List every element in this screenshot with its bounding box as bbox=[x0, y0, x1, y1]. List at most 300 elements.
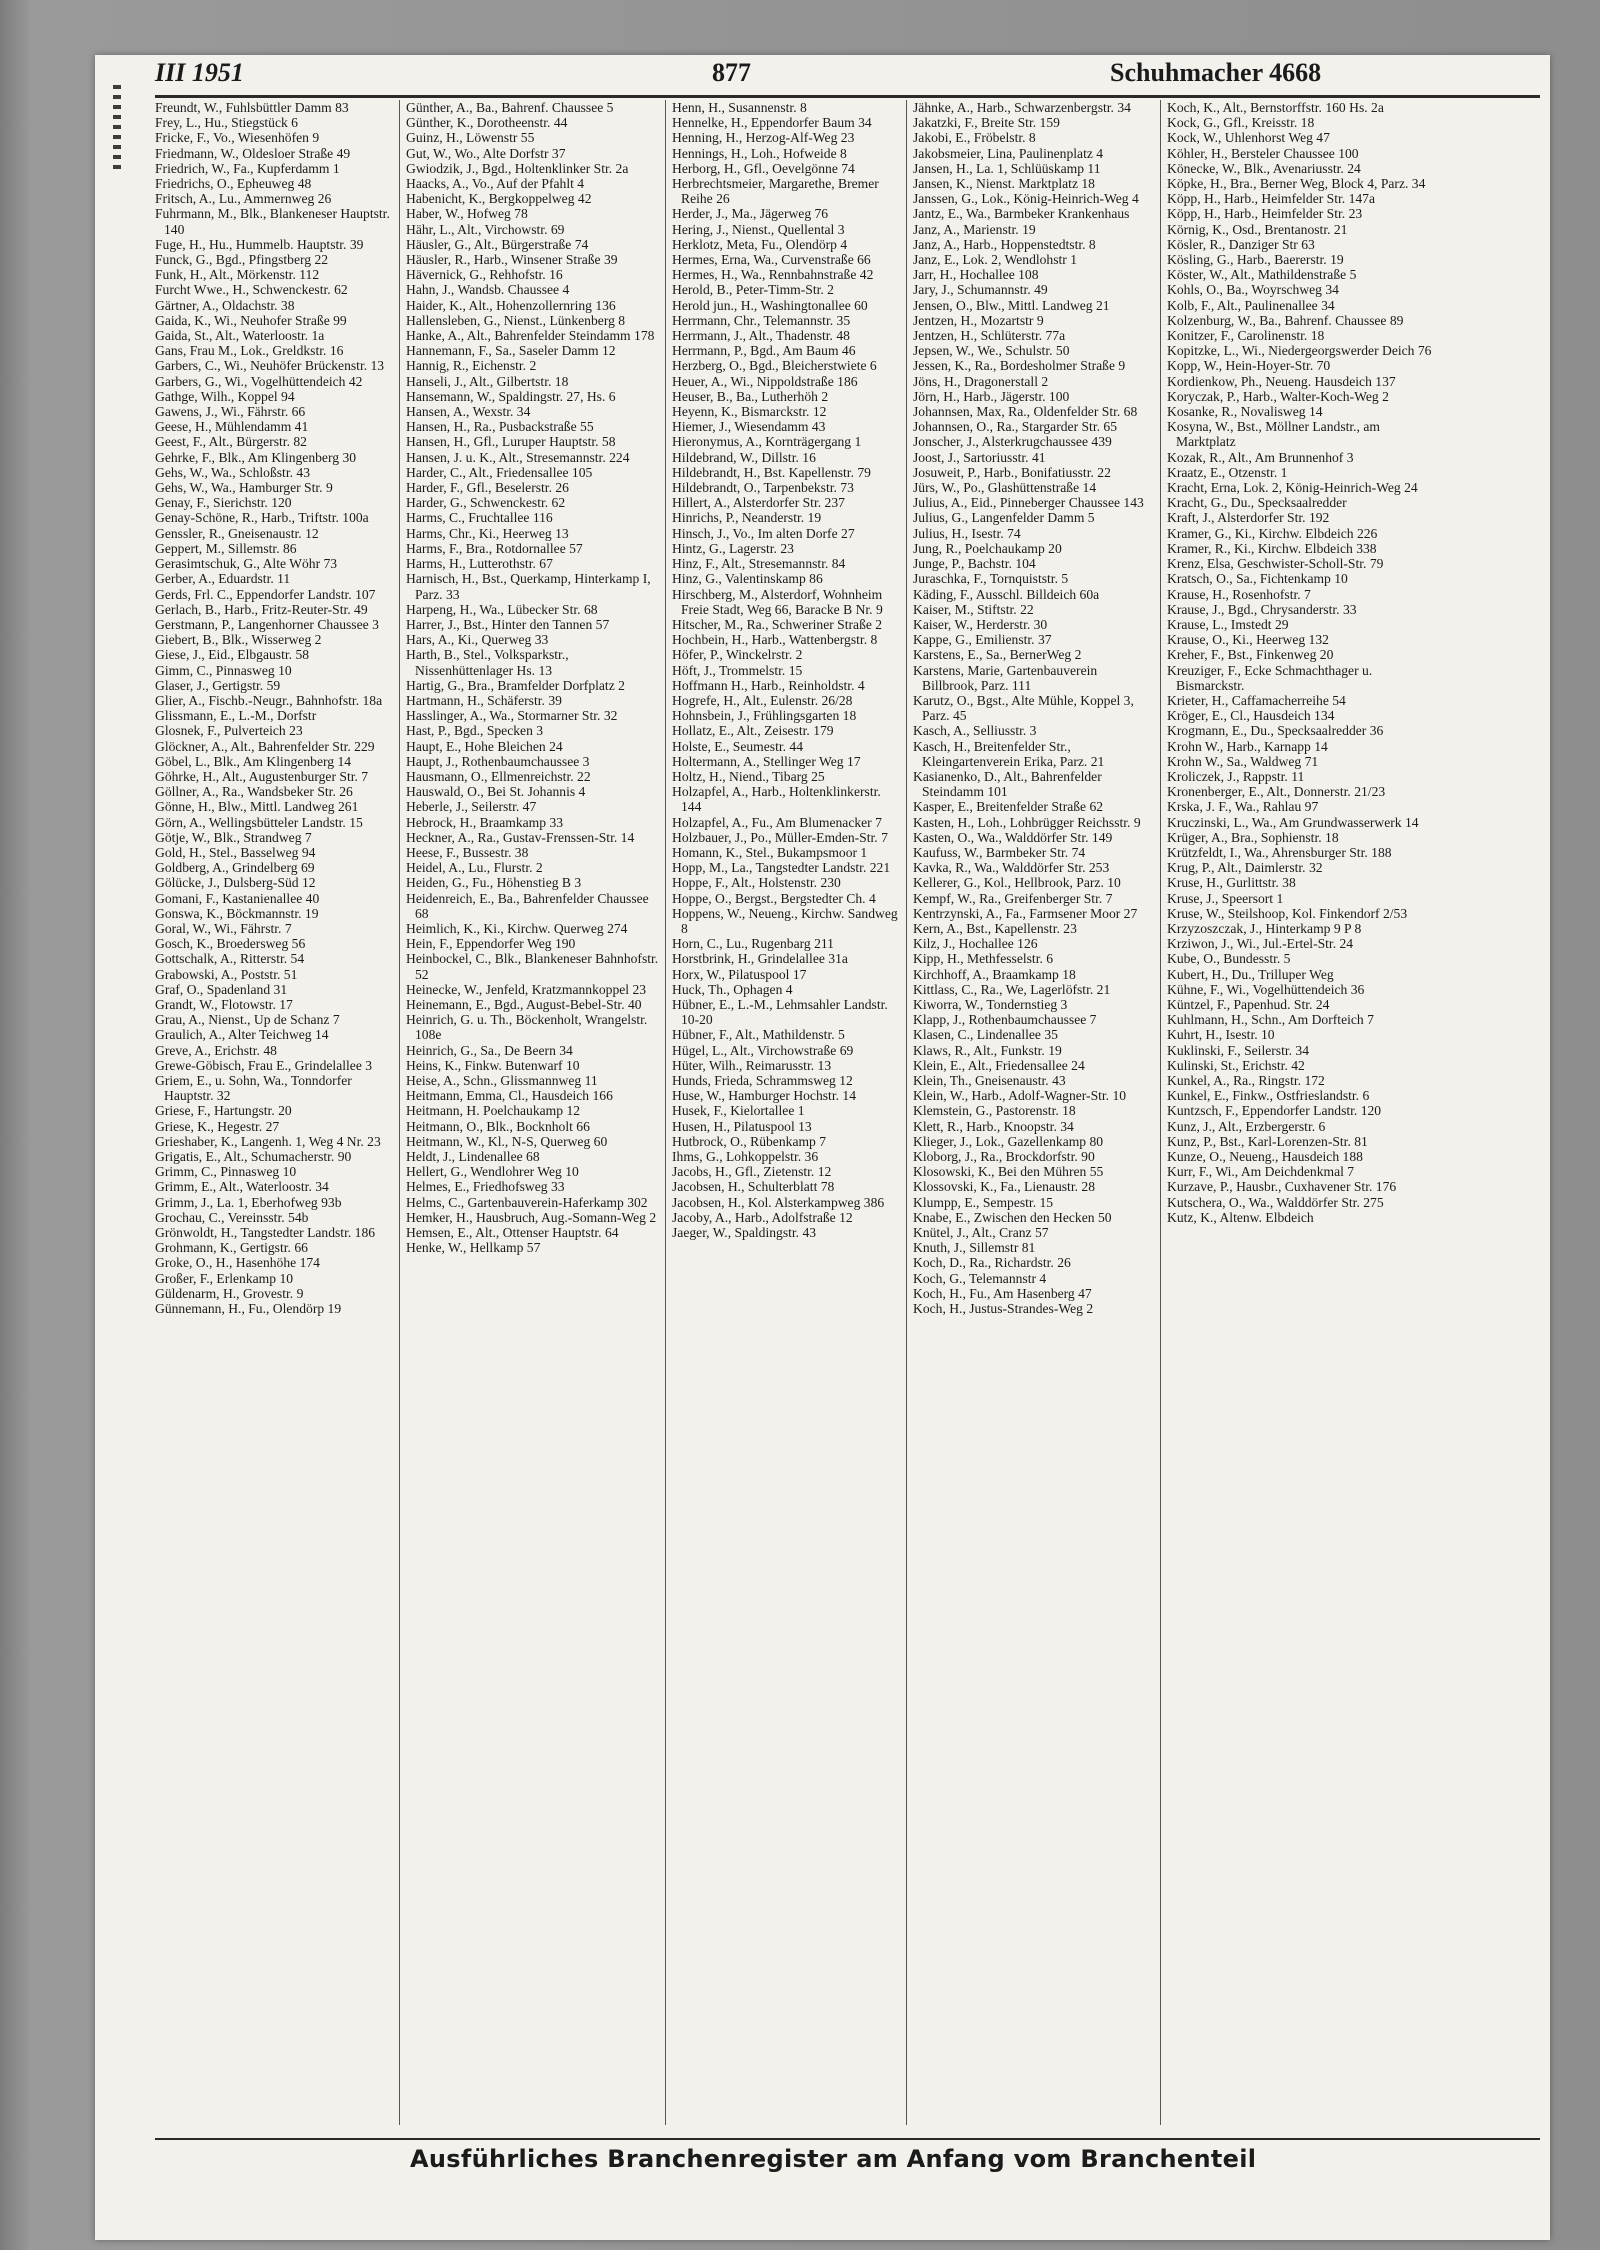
directory-entry: Kuklinski, F., Seilerstr. 34 bbox=[1167, 1042, 1310, 1058]
directory-entry: Hochbein, H., Harb., Wattenbergstr. 8 bbox=[672, 632, 878, 648]
directory-entry: Kurzave, P., Hausbr., Cuxhavener Str. 176 bbox=[1167, 1179, 1397, 1195]
directory-entry: Herder, J., Ma., Jägerweg 76 bbox=[672, 206, 829, 222]
directory-entry: Krziwon, J., Wi., Jul.-Ertel-Str. 24 bbox=[1167, 936, 1354, 952]
directory-entry: Gerds, Frl. C., Eppendorfer Landstr. 107 bbox=[155, 586, 376, 602]
directory-entry: Gärtner, A., Oldachstr. 38 bbox=[155, 297, 295, 313]
directory-entry: Hoppens, W., Neueng., Kirchw. Sandweg 8 bbox=[672, 905, 898, 936]
directory-entry: Hemsen, E., Alt., Ottenser Hauptstr. 64 bbox=[406, 1225, 619, 1241]
directory-entry: Koryczak, P., Harb., Walter-Koch-Weg 2 bbox=[1167, 388, 1389, 404]
directory-entry: Hebrock, H., Braamkamp 33 bbox=[406, 814, 564, 830]
directory-entry: Funck, G., Bgd., Pfingstberg 22 bbox=[155, 252, 329, 268]
directory-entry: Grohmann, K., Gertigstr. 66 bbox=[155, 1240, 308, 1256]
directory-entry: Graulich, A., Alter Teichweg 14 bbox=[155, 1027, 329, 1043]
directory-entry: Kempf, W., Ra., Greifenberger Str. 7 bbox=[913, 890, 1113, 906]
directory-entry: Hintz, G., Lagerstr. 23 bbox=[672, 540, 794, 556]
directory-entry: Hahn, J., Wandsb. Chaussee 4 bbox=[406, 282, 570, 298]
directory-entry: Glissmann, E., L.-M., Dorfstr bbox=[155, 708, 317, 724]
directory-entry: Giebert, B., Blk., Wisserweg 2 bbox=[155, 632, 322, 648]
header-keyword: Schuhmacher 4668 bbox=[1110, 58, 1322, 87]
directory-entry: Holtz, H., Niend., Tibarg 25 bbox=[672, 768, 825, 784]
directory-entry: Koch, D., Ra., Richardstr. 26 bbox=[913, 1255, 1071, 1271]
directory-entry: Gerstmann, P., Langenhorner Chaussee 3 bbox=[155, 616, 379, 632]
directory-entry: Grandt, W., Flotowstr. 17 bbox=[155, 996, 293, 1012]
directory-entry: Hartig, G., Bra., Bramfelder Dorfplatz 2 bbox=[406, 677, 625, 693]
directory-entry: Kuntzsch, F., Eppendorfer Landstr. 120 bbox=[1167, 1103, 1382, 1119]
directory-entry: Holzbauer, J., Po., Müller-Emden-Str. 7 bbox=[672, 829, 888, 845]
directory-entry: Harms, H., Lutterothstr. 67 bbox=[406, 556, 553, 572]
page-number: 877 bbox=[712, 58, 751, 87]
directory-entry: Kruse, H., Gurlittstr. 38 bbox=[1167, 875, 1296, 891]
directory-entry: Heinecke, W., Jenfeld, Kratzmannkoppel 23 bbox=[406, 981, 647, 997]
directory-entry: Hävernick, G., Rehhofstr. 16 bbox=[406, 267, 563, 283]
directory-entry: Klemstein, G., Pastorenstr. 18 bbox=[913, 1103, 1076, 1119]
directory-entry: Graf, O., Spadenland 31 bbox=[155, 981, 288, 997]
directory-entry: Husen, H., Pilatuspool 13 bbox=[672, 1118, 812, 1134]
directory-entry: Kasianenko, D., Alt., Bahrenfelder Steindamm 101 bbox=[913, 768, 1102, 800]
directory-entry: Hering, J., Nienst., Quellental 3 bbox=[672, 221, 845, 237]
directory-entry: Kasten, O., Wa., Walddörfer Str. 149 bbox=[913, 829, 1113, 845]
column-1 bbox=[155, 100, 399, 2125]
directory-entry: Garbers, C., Wi., Neuhöfer Brückenstr. 13 bbox=[155, 358, 385, 374]
directory-entry: Heitmann, W., Kl., N-S, Querweg 60 bbox=[406, 1133, 608, 1149]
directory-entry: Kunkel, A., Ra., Ringstr. 172 bbox=[1167, 1073, 1325, 1088]
directory-entry: Gans, Frau M., Lok., Greldkstr. 16 bbox=[155, 343, 344, 359]
directory-entry: Gehs, W., Wa., Schloßstr. 43 bbox=[155, 464, 310, 480]
directory-entry: Hansemann, W., Spaldingstr. 27, Hs. 6 bbox=[406, 388, 616, 404]
directory-entry: Giese, J., Eid., Elbgaustr. 58 bbox=[155, 647, 310, 663]
directory-entry: Jöns, H., Dragonerstall 2 bbox=[913, 373, 1049, 389]
directory-entry: Heldt, J., Lindenallee 68 bbox=[406, 1149, 540, 1165]
directory-entry: Krause, J., Bgd., Chrysanderstr. 33 bbox=[1167, 601, 1357, 617]
directory-entry: Hansen, J. u. K., Alt., Stresemannstr. 224 bbox=[406, 449, 630, 465]
directory-entry: Käding, F., Ausschl. Billdeich 60a bbox=[913, 586, 1100, 602]
directory-entry: Kohls, O., Ba., Woyrschweg 34 bbox=[1167, 282, 1339, 298]
directory-entry: Hieronymus, A., Kornträgergang 1 bbox=[672, 434, 862, 450]
directory-entry: Huse, W., Hamburger Hochstr. 14 bbox=[672, 1088, 856, 1104]
directory-entry: Kruczinski, L., Wa., Am Grundwasserwerk 14 bbox=[1167, 814, 1419, 830]
directory-entry: Kolzenburg, W., Ba., Bahrenf. Chaussee 89 bbox=[1167, 312, 1404, 328]
directory-entry: Janssen, G., Lok., König-Heinrich-Weg 4 bbox=[913, 191, 1139, 207]
directory-entry: Hanseli, J., Alt., Gilbertstr. 18 bbox=[406, 373, 569, 389]
directory-entry: Knuth, J., Sillemstr 81 bbox=[913, 1240, 1036, 1256]
directory-entry: Götje, W., Blk., Strandweg 7 bbox=[155, 829, 312, 845]
directory-entry: Hansen, H., Gfl., Luruper Hauptstr. 58 bbox=[406, 434, 616, 450]
directory-entry: Hansen, H., Ra., Pusbackstraße 55 bbox=[406, 419, 594, 435]
directory-entry: Geppert, M., Sillemstr. 86 bbox=[155, 540, 297, 556]
directory-entry: Höfer, P., Winckelrstr. 2 bbox=[672, 647, 803, 663]
directory-entry: Kozak, R., Alt., Am Brunnenhof 3 bbox=[1167, 449, 1354, 465]
directory-entry: Köhler, H., Bersteler Chaussee 100 bbox=[1167, 145, 1359, 161]
directory-entry: Gathge, Wilh., Koppel 94 bbox=[155, 388, 295, 404]
directory-entry: Jung, R., Poelchaukamp 20 bbox=[913, 540, 1062, 556]
directory-entry: Furcht Wwe., H., Schwenckestr. 62 bbox=[155, 282, 348, 298]
directory-entry: Höft, J., Trommelstr. 15 bbox=[672, 662, 803, 678]
directory-entry: Helms, C., Gartenbauverein-Haferkamp 302 bbox=[406, 1194, 648, 1210]
directory-entry: Haupt, E., Hohe Bleichen 24 bbox=[406, 738, 563, 754]
directory-entry: Heyenn, K., Bismarckstr. 12 bbox=[672, 404, 827, 420]
directory-entry: Jensen, O., Blw., Mittl. Landweg 21 bbox=[913, 297, 1110, 313]
directory-entry: Hermes, H., Wa., Rennbahnstraße 42 bbox=[672, 267, 874, 283]
directory-entry: Jakobsmeier, Lina, Paulinenplatz 4 bbox=[913, 145, 1104, 161]
directory-entry: Klossovski, K., Fa., Lienaustr. 28 bbox=[913, 1179, 1096, 1195]
directory-entry: Karutz, O., Bgst., Alte Mühle, Koppel 3, Parz. 45 bbox=[913, 692, 1134, 724]
directory-entry: Jähnke, A., Harb., Schwarzenbergstr. 34 bbox=[913, 100, 1131, 115]
directory-entry: Krug, P., Alt., Daimlerstr. 32 bbox=[1167, 860, 1323, 876]
directory-entry: Klieger, J., Lok., Gazellenkamp 80 bbox=[913, 1133, 1104, 1149]
directory-entry: Harpeng, H., Wa., Lübecker Str. 68 bbox=[406, 601, 598, 617]
directory-entry: Gomani, F., Kastanienallee 40 bbox=[155, 890, 320, 906]
directory-entry: Kolb, F., Alt., Paulinenallee 34 bbox=[1167, 297, 1335, 313]
directory-entry: Griese, K., Hegestr. 27 bbox=[155, 1118, 280, 1134]
directory-entry: Hunds, Frieda, Schrammsweg 12 bbox=[672, 1073, 853, 1088]
directory-entry: Görn, A., Wellingsbütteler Landstr. 15 bbox=[155, 814, 363, 830]
directory-entry: Jentzen, H., Schlüterstr. 77a bbox=[913, 328, 1066, 344]
directory-entry: Kulinski, St., Erichstr. 42 bbox=[1167, 1057, 1305, 1073]
directory-entry: Goral, W., Wi., Fährstr. 7 bbox=[155, 920, 292, 936]
directory-entry: Friedmann, W., Oldesloer Straße 49 bbox=[155, 145, 351, 161]
directory-entry: Grochau, C., Vereinsstr. 54b bbox=[155, 1209, 309, 1225]
directory-entry: Kunze, O., Neueng., Hausdeich 188 bbox=[1167, 1149, 1363, 1165]
directory-entry: Kühne, F., Wi., Vogelhüttendeich 36 bbox=[1167, 981, 1365, 997]
directory-entry: Gaida, St., Alt., Waterloostr. 1a bbox=[155, 328, 325, 344]
directory-entry: Griese, F., Hartungstr. 20 bbox=[155, 1103, 292, 1119]
directory-entry: Fritsch, A., Lu., Ammernweg 26 bbox=[155, 191, 332, 207]
directory-entry: Herold jun., H., Washingtonallee 60 bbox=[672, 297, 868, 313]
directory-entry: Hars, A., Ki., Querweg 33 bbox=[406, 632, 549, 648]
directory-entry: Jörn, H., Harb., Jägerstr. 100 bbox=[913, 388, 1070, 404]
directory-entry: Grewe-Göbisch, Frau E., Grindelallee 3 bbox=[155, 1057, 373, 1073]
directory-entry: Kraft, J., Alsterdorfer Str. 192 bbox=[1167, 510, 1330, 526]
directory-entry: Grönwoldt, H., Tangstedter Landstr. 186 bbox=[155, 1225, 376, 1241]
directory-entry: Hasslinger, A., Wa., Stormarner Str. 32 bbox=[406, 708, 618, 724]
directory-entry: Kuhlmann, H., Schn., Am Dorfteich 7 bbox=[1167, 1012, 1374, 1028]
directory-entry: Herrmann, P., Bgd., Am Baum 46 bbox=[672, 343, 856, 359]
directory-entry: Henke, W., Hellkamp 57 bbox=[406, 1240, 541, 1256]
directory-entry: Genay, F., Sierichstr. 120 bbox=[155, 495, 292, 511]
directory-entry: Heberle, J., Seilerstr. 47 bbox=[406, 799, 537, 815]
directory-entry: Kloborg, J., Ra., Brockdorfstr. 90 bbox=[913, 1149, 1095, 1165]
directory-entry: Kracht, G., Du., Specksaalredder bbox=[1167, 495, 1347, 511]
directory-entry: Johannsen, Max, Ra., Oldenfelder Str. 68 bbox=[913, 404, 1138, 420]
directory-entry: Greve, A., Erichstr. 48 bbox=[155, 1042, 277, 1058]
directory-entry: Klein, Th., Gneisenaustr. 43 bbox=[913, 1073, 1066, 1088]
directory-entry: Kordienkow, Ph., Neueng. Hausdeich 137 bbox=[1167, 373, 1396, 389]
directory-entry: Köpke, H., Bra., Berner Weg, Block 4, Parz. 34 bbox=[1167, 176, 1426, 192]
directory-entry: Haber, W., Hofweg 78 bbox=[406, 206, 528, 222]
directory-entry: Garbers, G., Wi., Vogelhüttendeich 42 bbox=[155, 373, 363, 389]
directory-entry: Hoffmann H., Harb., Reinholdstr. 4 bbox=[672, 677, 865, 693]
directory-entry: Hügel, L., Alt., Virchowstraße 69 bbox=[672, 1042, 854, 1058]
directory-entry: Kramer, G., Ki., Kirchw. Elbdeich 226 bbox=[1167, 525, 1378, 541]
directory-entry: Heiden, G., Fu., Höhenstieg B 3 bbox=[406, 875, 582, 891]
directory-entry: Hogrefe, H., Alt., Eulenstr. 26/28 bbox=[672, 692, 853, 708]
directory-entry: Holzapfel, A., Fu., Am Blumenacker 7 bbox=[672, 814, 882, 830]
directory-entry: Heuser, B., Ba., Lutherhöh 2 bbox=[672, 388, 829, 404]
directory-entry: Gonswa, K., Böckmannstr. 19 bbox=[155, 905, 319, 921]
directory-entry: Guinz, H., Löwenstr 55 bbox=[406, 130, 535, 146]
directory-entry: Klein, E., Alt., Friedensallee 24 bbox=[913, 1057, 1085, 1073]
directory-entry: Friedrichs, O., Epheuweg 48 bbox=[155, 176, 312, 192]
registration-marks bbox=[113, 85, 121, 175]
header-rule bbox=[155, 95, 1540, 98]
directory-entry: Homann, K., Stel., Bukampsmoor 1 bbox=[672, 844, 868, 860]
directory-entry: Grimm, J., La. 1, Eberhofweg 93b bbox=[155, 1194, 342, 1210]
directory-entry: Jürs, W., Po., Glashüttenstraße 14 bbox=[913, 480, 1097, 496]
directory-entry: Harder, F., Gfl., Beselerstr. 26 bbox=[406, 480, 569, 496]
directory-entry: Grigatis, E., Alt., Schumacherstr. 90 bbox=[155, 1149, 352, 1165]
directory-entry: Holste, E., Seumestr. 44 bbox=[672, 738, 804, 754]
directory-entry: Günnemann, H., Fu., Olendörp 19 bbox=[155, 1301, 342, 1317]
directory-entry: Heese, F., Bussestr. 38 bbox=[406, 844, 529, 860]
directory-entry: Herborg, H., Gfl., Oevelgönne 74 bbox=[672, 160, 855, 176]
directory-entry: Köpp, H., Harb., Heimfelder Str. 23 bbox=[1167, 206, 1363, 222]
directory-entry: Harms, C., Fruchtallee 116 bbox=[406, 510, 553, 526]
directory-entry: Kreher, F., Bst., Finkenweg 20 bbox=[1167, 647, 1334, 663]
directory-entry: Kilz, J., Hochallee 126 bbox=[913, 936, 1038, 952]
directory-entry: Kroliczek, J., Rappstr. 11 bbox=[1167, 768, 1305, 784]
directory-entry: Göbel, L., Blk., Am Klingenberg 14 bbox=[155, 753, 352, 769]
directory-entry: Gold, H., Stel., Basselweg 94 bbox=[155, 844, 316, 860]
directory-entry: Hüter, Wilh., Reimarusstr. 13 bbox=[672, 1057, 832, 1073]
directory-entry: Gawens, J., Wi., Fährstr. 66 bbox=[155, 404, 306, 420]
directory-entry: Genssler, R., Gneisenaustr. 12 bbox=[155, 525, 319, 541]
directory-entry: Jessen, K., Ra., Bordesholmer Straße 9 bbox=[913, 358, 1126, 374]
directory-entry: Herbrechtsmeier, Margarethe, Bremer Reihe 26 bbox=[672, 176, 879, 207]
directory-entry: Kruse, W., Steilshoop, Kol. Finkendorf 2/53 bbox=[1167, 905, 1408, 921]
directory-entry: Hein, F., Eppendorfer Weg 190 bbox=[406, 936, 576, 952]
directory-entry: Kubert, H., Du., Trilluper Weg bbox=[1167, 966, 1334, 982]
directory-entry: Kracht, Erna, Lok. 2, König-Heinrich-Weg 24 bbox=[1167, 480, 1418, 496]
directory-entry: Janz, A., Marienstr. 19 bbox=[913, 221, 1036, 237]
directory-entry: Hartmann, H., Schäferstr. 39 bbox=[406, 692, 562, 708]
directory-entry: Hirschberg, M., Alsterdorf, Wohnheim Freie Stadt, Weg 66, Baracke B Nr. 9 bbox=[672, 586, 883, 617]
directory-entry: Hennings, H., Loh., Hofweide 8 bbox=[672, 145, 847, 161]
directory-entry: Hannig, R., Eichenstr. 2 bbox=[406, 358, 537, 374]
directory-entry: Hauswald, O., Bei St. Johannis 4 bbox=[406, 784, 586, 800]
directory-entry: Horx, W., Pilatuspool 17 bbox=[672, 966, 807, 982]
directory-entry: Habenicht, K., Bergkoppelweg 42 bbox=[406, 191, 592, 207]
directory-entry: Jentzen, H., Mozartstr 9 bbox=[913, 312, 1044, 328]
directory-entry: Günther, K., Dorotheenstr. 44 bbox=[406, 115, 568, 131]
directory-entry: Harder, C., Alt., Friedensallee 105 bbox=[406, 464, 593, 480]
directory-entry: Hoppe, O., Bergst., Bergstedter Ch. 4 bbox=[672, 890, 876, 906]
directory-entry: Kutschera, O., Wa., Walddörfer Str. 275 bbox=[1167, 1194, 1384, 1210]
directory-entry: Hähr, L., Alt., Virchowstr. 69 bbox=[406, 221, 565, 237]
directory-entry: Hermes, Erna, Wa., Curvenstraße 66 bbox=[672, 252, 871, 268]
directory-entry: Jarr, H., Hochallee 108 bbox=[913, 267, 1039, 283]
directory-entry: Grieshaber, K., Langenh. 1, Weg 4 Nr. 23 bbox=[155, 1133, 381, 1149]
directory-entry: Gimm, C., Pinnasweg 10 bbox=[155, 662, 292, 678]
directory-entry: Hübner, E., L.-M., Lehmsahler Landstr. 10-20 bbox=[672, 996, 888, 1028]
directory-entry: Kavka, R., Wa., Walddörfer Str. 253 bbox=[913, 860, 1110, 876]
directory-entry: Harrer, J., Bst., Hinter den Tannen 57 bbox=[406, 616, 610, 632]
directory-entry: Glöckner, A., Alt., Bahrenfelder Str. 229 bbox=[155, 738, 375, 754]
directory-entry: Janz, A., Harb., Hoppenstedtstr. 8 bbox=[913, 236, 1096, 252]
directory-entry: Jacobsen, H., Schulterblatt 78 bbox=[672, 1179, 835, 1195]
directory-entry: Ihms, G., Lohkoppelstr. 36 bbox=[672, 1149, 819, 1165]
directory-entry: Hitscher, M., Ra., Schweriner Straße 2 bbox=[672, 616, 883, 632]
directory-entry: Heidenreich, E., Ba., Bahrenfelder Chaussee 68 bbox=[406, 890, 649, 921]
directory-entry: Kröger, E., Cl., Hausdeich 134 bbox=[1167, 708, 1335, 724]
directory-entry: Harder, G., Schwenckestr. 62 bbox=[406, 495, 566, 511]
directory-entry: Grabowski, A., Poststr. 51 bbox=[155, 966, 298, 982]
directory-entry: Herrmann, Chr., Telemannstr. 35 bbox=[672, 312, 851, 328]
directory-entry: Gosch, K., Broedersweg 56 bbox=[155, 936, 306, 952]
directory-entry: Hinsch, J., Vo., Im alten Dorfe 27 bbox=[672, 525, 855, 541]
directory-entry: Knabe, E., Zwischen den Hecken 50 bbox=[913, 1209, 1112, 1225]
directory-entry: Janz, E., Lok. 2, Wendlohstr 1 bbox=[913, 252, 1078, 268]
directory-entry: Jacobsen, H., Kol. Alsterkampweg 386 bbox=[672, 1194, 885, 1210]
directory-entry: Hennelke, H., Eppendorfer Baum 34 bbox=[672, 115, 872, 131]
directory-entry: Jonscher, J., Alsterkrugchaussee 439 bbox=[913, 434, 1112, 450]
directory-entry: Harms, F., Bra., Rotdornallee 57 bbox=[406, 540, 583, 556]
column-4 bbox=[906, 100, 1160, 2125]
directory-entry: Hübner, F., Alt., Mathildenstr. 5 bbox=[672, 1027, 845, 1043]
header-year: III 1951 bbox=[155, 58, 244, 87]
directory-entry: Hemker, H., Hausbruch, Aug.-Somann-Weg 2 bbox=[406, 1209, 657, 1225]
directory-entry: Hohnsbein, J., Frühlingsgarten 18 bbox=[672, 708, 857, 724]
directory-entry: Grimm, E., Alt., Waterloostr. 34 bbox=[155, 1179, 329, 1195]
directory-entry: Gerlach, B., Harb., Fritz-Reuter-Str. 49 bbox=[155, 601, 368, 617]
directory-entry: Günther, A., Ba., Bahrenf. Chaussee 5 bbox=[406, 100, 614, 115]
directory-entry: Griem, E., u. Sohn, Wa., Tonndorfer Hauptstr. 32 bbox=[155, 1073, 352, 1104]
directory-entry: Heinbockel, C., Blk., Blankeneser Bahnhofstr. 52 bbox=[406, 951, 659, 982]
directory-entry: Glosnek, F., Pulverteich 23 bbox=[155, 723, 303, 739]
directory-entry: Heuer, A., Wi., Nippoldstraße 186 bbox=[672, 373, 858, 389]
directory-entry: Kiworra, W., Tondernstieg 3 bbox=[913, 996, 1068, 1012]
directory-entry: Harth, B., Stel., Volksparkstr., Nissenhüttenlager Hs. 13 bbox=[406, 647, 569, 678]
directory-entry: Kube, O., Bundesstr. 5 bbox=[1167, 951, 1291, 967]
directory-entry: Horn, C., Lu., Rugenbarg 211 bbox=[672, 936, 834, 952]
directory-entry: Julius, A., Eid., Pinneberger Chaussee 143 bbox=[913, 495, 1144, 511]
directory-entry: Krützfeldt, I., Wa., Ahrensburger Str. 188 bbox=[1167, 844, 1392, 860]
directory-entry: Kuhrt, H., Isestr. 10 bbox=[1167, 1027, 1275, 1043]
directory-entry: Kappe, G., Emilienstr. 37 bbox=[913, 632, 1052, 648]
directory-entry: Knütel, J., Alt., Cranz 57 bbox=[913, 1225, 1049, 1241]
directory-entry: Herrmann, J., Alt., Thadenstr. 48 bbox=[672, 328, 850, 344]
directory-entry: Kaiser, M., Stiftstr. 22 bbox=[913, 601, 1034, 617]
directory-entry: Geest, F., Alt., Bürgerstr. 82 bbox=[155, 434, 307, 450]
directory-entry: Heimlich, K., Ki., Kirchw. Querweg 274 bbox=[406, 920, 628, 936]
directory-entry: Kösling, G., Harb., Baererstr. 19 bbox=[1167, 252, 1344, 268]
directory-entry: Kurr, F., Wi., Am Deichdenkmal 7 bbox=[1167, 1164, 1355, 1180]
directory-entry: Krause, H., Rosenhofstr. 7 bbox=[1167, 586, 1311, 602]
directory-entry: Heckner, A., Ra., Gustav-Frenssen-Str. 14 bbox=[406, 829, 635, 845]
directory-entry: Jakobi, E., Fröbelstr. 8 bbox=[913, 130, 1036, 146]
directory-entry: Jansen, H., La. 1, Schlüüskamp 11 bbox=[913, 160, 1101, 176]
directory-entry: Jansen, K., Nienst. Marktplatz 18 bbox=[913, 176, 1095, 192]
directory-entry: Hildebrandt, O., Tarpenbekstr. 73 bbox=[672, 480, 854, 496]
directory-entry: Hast, P., Bgd., Specken 3 bbox=[406, 723, 544, 739]
directory-entry: Kramer, R., Ki., Kirchw. Elbdeich 338 bbox=[1167, 540, 1377, 556]
directory-entry: Kock, W., Uhlenhorst Weg 47 bbox=[1167, 130, 1330, 146]
directory-entry: Kipp, H., Methfesselstr. 6 bbox=[913, 951, 1054, 967]
directory-entry: Kern, A., Bst., Kapellenstr. 23 bbox=[913, 920, 1077, 936]
directory-entry: Klosowski, K., Bei den Mühren 55 bbox=[913, 1164, 1104, 1180]
directory-entry: Jepsen, W., We., Schulstr. 50 bbox=[913, 343, 1070, 359]
directory-entry: Krenz, Elsa, Geschwister-Scholl-Str. 79 bbox=[1167, 556, 1384, 572]
directory-entry: Krause, L., Imstedt 29 bbox=[1167, 616, 1289, 632]
directory-entry: Genay-Schöne, R., Harb., Triftstr. 100a bbox=[155, 510, 369, 526]
directory-entry: Häusler, G., Alt., Bürgerstraße 74 bbox=[406, 236, 589, 252]
directory-entry: Juraschka, F., Tornquiststr. 5 bbox=[913, 571, 1069, 587]
directory-entry: Horstbrink, H., Grindelallee 31a bbox=[672, 951, 848, 967]
directory-entry: Gönne, H., Blw., Mittl. Landweg 261 bbox=[155, 799, 359, 815]
directory-entry: Gerasimtschuk, G., Alte Wöhr 73 bbox=[155, 556, 338, 572]
directory-entry: Johannsen, O., Ra., Stargarder Str. 65 bbox=[913, 419, 1118, 435]
directory-entry: Klaws, R., Alt., Funkstr. 19 bbox=[913, 1042, 1062, 1058]
directory-entry: Herold, B., Peter-Timm-Str. 2 bbox=[672, 282, 834, 298]
directory-entry: Heise, A., Schn., Glissmannweg 11 bbox=[406, 1073, 598, 1088]
column-2 bbox=[399, 100, 665, 2125]
directory-entry: Köpp, H., Harb., Heimfelder Str. 147a bbox=[1167, 191, 1376, 207]
directory-entry: Helmes, E., Friedhofsweg 33 bbox=[406, 1179, 565, 1195]
footer-notice: Ausführliches Branchenregister am Anfang vom Branchenteil bbox=[410, 2145, 1257, 2173]
directory-entry: Hildebrand, W., Dillstr. 16 bbox=[672, 449, 816, 465]
directory-entry: Goldberg, A., Grindelberg 69 bbox=[155, 860, 315, 876]
directory-entry: Hollatz, E., Alt., Zeisestr. 179 bbox=[672, 723, 834, 739]
directory-entry: Hiemer, J., Wiesendamm 43 bbox=[672, 419, 826, 435]
directory-entry: Heidel, A., Lu., Flurstr. 2 bbox=[406, 860, 543, 876]
footer-rule bbox=[155, 2138, 1540, 2140]
directory-entry: Kellerer, G., Kol., Hellbrook, Parz. 10 bbox=[913, 875, 1121, 891]
directory-entry: Henn, H., Susannenstr. 8 bbox=[672, 100, 807, 115]
directory-entry: Kraatz, E., Otzenstr. 1 bbox=[1167, 464, 1288, 480]
directory-entry: Kirchhoff, A., Braamkamp 18 bbox=[913, 966, 1076, 982]
directory-entry: Hansen, A., Wexstr. 34 bbox=[406, 404, 531, 420]
directory-entry: Kunz, J., Alt., Erzbergerstr. 6 bbox=[1167, 1118, 1326, 1134]
directory-entry: Glaser, J., Gertigstr. 59 bbox=[155, 677, 281, 693]
directory-entry: Hallensleben, G., Nienst., Lünkenberg 8 bbox=[406, 312, 626, 328]
directory-entry: Kosyna, W., Bst., Möllner Landstr., am Marktplatz bbox=[1167, 419, 1380, 450]
directory-entry: Gehs, W., Wa., Hamburger Str. 9 bbox=[155, 480, 333, 496]
directory-entry: Jary, J., Schumannstr. 49 bbox=[913, 282, 1048, 298]
directory-entry: Hillert, A., Alsterdorfer Str. 237 bbox=[672, 495, 845, 511]
directory-entry: Kösler, R., Danziger Str 63 bbox=[1167, 236, 1315, 252]
directory-entry: Haider, K., Alt., Hohenzollernring 136 bbox=[406, 297, 616, 313]
directory-entry: Klapp, J., Rothenbaumchaussee 7 bbox=[913, 1012, 1097, 1028]
directory-entry: Funk, H., Alt., Mörkenstr. 112 bbox=[155, 267, 320, 283]
directory-entry: Huck, Th., Ophagen 4 bbox=[672, 981, 793, 997]
directory-columns bbox=[155, 100, 1540, 2125]
directory-entry: Hopp, M., La., Tangstedter Landstr. 221 bbox=[672, 860, 891, 876]
directory-entry: Krogmann, E., Du., Specksaalredder 36 bbox=[1167, 723, 1384, 739]
directory-entry: Koch, H., Fu., Am Hasenberg 47 bbox=[913, 1285, 1092, 1301]
directory-entry: Kaufuss, W., Barmbeker Str. 74 bbox=[913, 844, 1086, 860]
directory-entry: Güldenarm, H., Grovestr. 9 bbox=[155, 1285, 304, 1301]
directory-entry: Hannemann, F., Sa., Saseler Damm 12 bbox=[406, 343, 616, 359]
directory-entry: Harnisch, H., Bst., Querkamp, Hinterkamp I, Parz. 33 bbox=[406, 571, 651, 602]
directory-entry: Hellert, G., Wendlohrer Weg 10 bbox=[406, 1164, 579, 1180]
directory-entry: Gut, W., Wo., Alte Dorfstr 37 bbox=[406, 145, 566, 161]
directory-entry: Kunz, P., Bst., Karl-Lorenzen-Str. 81 bbox=[1167, 1133, 1368, 1149]
directory-entry: Küntzel, F., Papenhud. Str. 24 bbox=[1167, 996, 1330, 1012]
directory-entry: Hausmann, O., Ellmenreichstr. 22 bbox=[406, 768, 591, 784]
directory-entry: Heitmann, O., Blk., Bocknholt 66 bbox=[406, 1118, 590, 1134]
directory-entry: Julius, G., Langenfelder Damm 5 bbox=[913, 510, 1095, 526]
directory-entry: Hutbrock, O., Rübenkamp 7 bbox=[672, 1133, 827, 1149]
directory-entry: Geese, H., Mühlendamm 41 bbox=[155, 419, 309, 435]
directory-entry: Julius, H., Isestr. 74 bbox=[913, 525, 1021, 541]
directory-entry: Josuweit, P., Harb., Bonifatiusstr. 22 bbox=[913, 464, 1111, 480]
directory-entry: Krohn W., Harb., Karnapp 14 bbox=[1167, 738, 1328, 754]
directory-entry: Grimm, C., Pinnasweg 10 bbox=[155, 1164, 297, 1180]
directory-entry: Klasen, C., Lindenallee 35 bbox=[913, 1027, 1058, 1043]
directory-entry: Gwiodzik, J., Bgd., Holtenklinker Str. 2a bbox=[406, 160, 629, 176]
directory-entry: Kosanke, R., Novalisweg 14 bbox=[1167, 404, 1323, 420]
directory-entry: Herzberg, O., Bgd., Bleicherstwiete 6 bbox=[672, 358, 877, 374]
directory-entry: Klett, R., Harb., Knoopstr. 34 bbox=[913, 1118, 1074, 1134]
